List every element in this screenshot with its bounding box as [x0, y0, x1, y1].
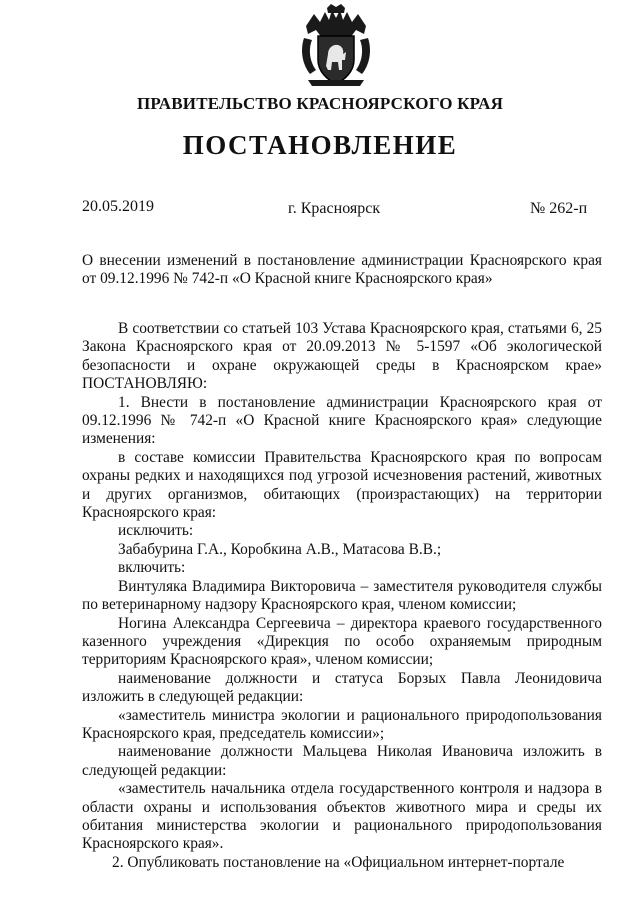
document-city: г. Красноярск	[288, 200, 381, 217]
document-type-title: ПОСТАНОВЛЕНИЕ	[182, 130, 458, 160]
organization-title: ПРАВИТЕЛЬСТВО КРАСНОЯРСКОГО КРАЯ	[136, 94, 504, 113]
change-2-intro: наименование должности Мальцева Николая Ивановича изложить в следующей редакции:	[82, 743, 602, 779]
coat-of-arms-icon	[298, 4, 374, 88]
document-subject: О внесении изменений в постановление администрации Красноярского края от 09.12.1996 № 742-п «О Красной книге Красноярского края»	[82, 252, 602, 287]
item-2-paragraph: 2. Опубликовать постановление на «Официальном интернет-портале	[112, 853, 565, 871]
document-date: 20.05.2019	[82, 198, 154, 215]
include-member-2: Ногина Александра Сергеевича – директора краевого государственного казенного учреждения «Дирекция по особо охраняемым природным территориям Красноярского края», членом комиссии;	[82, 614, 602, 669]
commission-intro-paragraph: в составе комиссии Правительства Красноярского края по вопросам охраны редких и находящихся под угрозой исчезновения растений, животных и других организмов, обитающих (произрастающих) на территории Красноярского края:	[82, 448, 602, 522]
include-member-1: Винтуляка Владимира Викторовича – заместителя руководителя службы по ветеринарному надзору Красноярского края, членом комиссии;	[82, 577, 602, 614]
exclude-label: исключить:	[118, 522, 194, 540]
change-2-text: «заместитель начальника отдела государственного контроля и надзора в области охраны и использования объектов животного мира и среды их обитания министерства экологии и рационального природопользования Красноярского края».	[82, 780, 602, 853]
change-1-text: «заместитель министра экологии и рационального природопользования Красноярского края, председатель комиссии»;	[82, 706, 602, 742]
exclude-list: Забабурина Г.А., Коробкина А.В., Матасова В.В.;	[118, 540, 442, 558]
include-label: включить:	[118, 559, 186, 577]
change-1-intro: наименование должности и статуса Борзых Павла Леонидовича изложить в следующей редакции:	[82, 669, 602, 706]
document-number: № 262-п	[530, 200, 588, 217]
preamble-paragraph: В соответствии со статьей 103 Устава Красноярского края, статьями 6, 25 Закона Красноярского края от 20.09.2013 № 5-1597 «Об экологической безопасности и охране окружающей среды в Красноярском крае» ПОСТАНОВЛЯЮ:	[82, 320, 602, 393]
item-1-paragraph: 1. Внести в постановление администрации Красноярского края от 09.12.1996 № 742-п «О Красной книге Красноярского края» следующие изменения:	[82, 393, 602, 448]
document-body	[82, 320, 602, 872]
